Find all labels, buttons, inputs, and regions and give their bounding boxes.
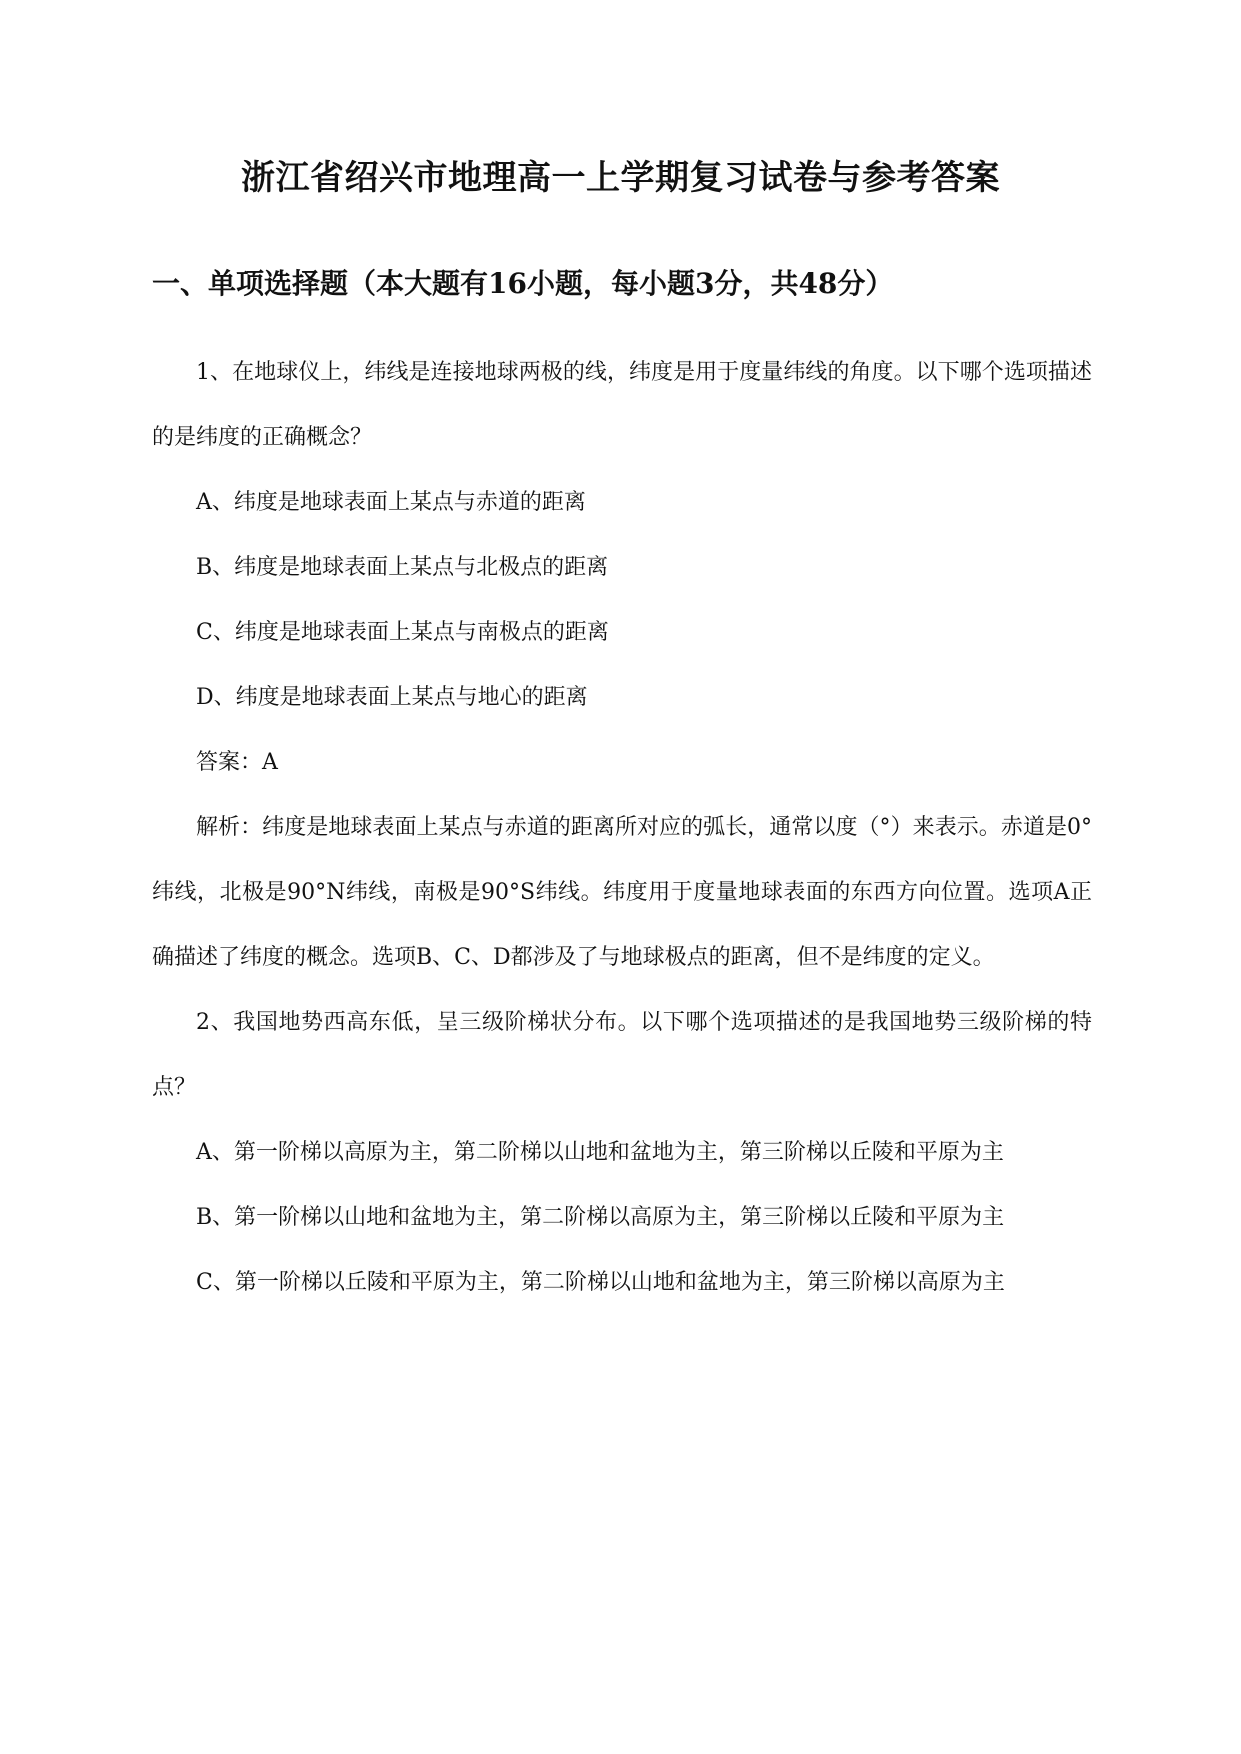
option-c: C、第一阶梯以丘陵和平原为主，第二阶梯以山地和盆地为主，第三阶梯以高原为主 (196, 1270, 1005, 1295)
question-stem: 2、我国地势西高东低，呈三级阶梯状分布。以下哪个选项描述的是我国地势三级阶梯的特点？ (152, 1010, 1092, 1100)
question-2 (152, 990, 1092, 1315)
document-title: 浙江省绍兴市地理高一上学期复习试卷与参考答案 (241, 158, 1000, 198)
option-b: B、第一阶梯以山地和盆地为主，第二阶梯以高原为主，第三阶梯以丘陵和平原为主 (196, 1205, 1005, 1230)
option-d: D、纬度是地球表面上某点与地心的距离 (196, 685, 588, 710)
option-c: C、纬度是地球表面上某点与南极点的距离 (196, 620, 609, 645)
answer: 答案：A (196, 750, 278, 775)
question-1 (152, 340, 1092, 990)
question-stem: 1、在地球仪上，纬线是连接地球两极的线，纬度是用于度量纬线的角度。以下哪个选项描述的是纬度的正确概念？ (152, 360, 1092, 450)
analysis: 解析：纬度是地球表面上某点与赤道的距离所对应的弧长，通常以度（°）来表示。赤道是0°纬线，北极是90°N纬线，南极是90°S纬线。纬度用于度量地球表面的东西方向位置。选项A正确描述了纬度的概念。选项B、C、D都涉及了与地球极点的距离，但不是纬度的定义。 (152, 815, 1092, 970)
section-heading-single-choice: 一、单项选择题（本大题有16小题，每小题3分，共48分） (152, 267, 894, 300)
option-b: B、纬度是地球表面上某点与北极点的距离 (196, 555, 609, 580)
option-a: A、第一阶梯以高原为主，第二阶梯以山地和盆地为主，第三阶梯以丘陵和平原为主 (196, 1140, 1004, 1165)
option-a: A、纬度是地球表面上某点与赤道的距离 (196, 490, 586, 515)
questions-body (152, 340, 1092, 1315)
